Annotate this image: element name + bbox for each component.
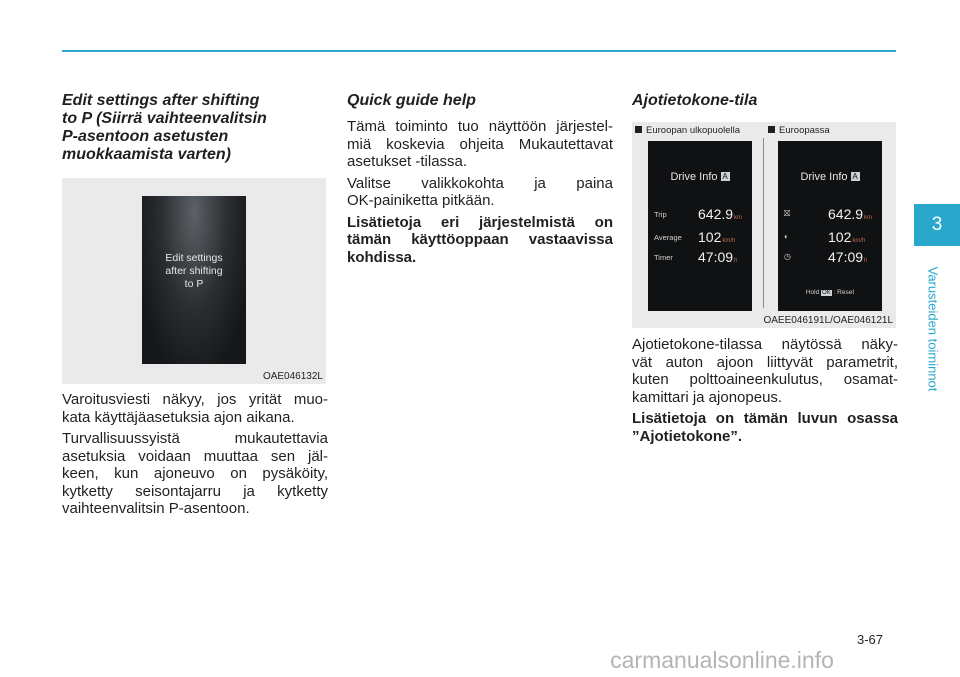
paragraph-bold bbox=[347, 214, 613, 267]
value-text: 47:09 bbox=[698, 249, 734, 265]
hold-ok-reset-hint bbox=[778, 289, 882, 296]
page-number: 3-67 bbox=[857, 632, 884, 647]
unit-text: h bbox=[864, 258, 868, 264]
heading-line: P-asentoon asetusten bbox=[62, 128, 229, 145]
auto-badge: A bbox=[722, 172, 728, 181]
auto-badge: A bbox=[852, 172, 858, 181]
value-text: 102 bbox=[828, 229, 852, 245]
timer-row bbox=[784, 249, 876, 267]
message-line: Edit settings bbox=[165, 252, 223, 264]
unit-text: km bbox=[734, 215, 743, 221]
text-line: kohdissa. bbox=[347, 248, 417, 266]
column-quick-guide bbox=[347, 92, 613, 270]
figure-drive-info bbox=[632, 122, 896, 328]
figure-caption: OAEE046191L/OAE046121L bbox=[763, 315, 893, 326]
display-title-text: Drive Info bbox=[670, 171, 718, 183]
paragraph bbox=[347, 175, 613, 210]
text-line: keen, kun ajoneuvo on pysäköity, bbox=[62, 465, 328, 482]
row-label: Trip bbox=[654, 210, 667, 219]
text-line: ”Ajotietokone”. bbox=[632, 427, 743, 445]
heading-line: to P (Siirrä vaihteenvalitsin bbox=[62, 110, 267, 127]
row-label: Timer bbox=[654, 253, 673, 262]
message-line: to P bbox=[184, 278, 204, 290]
text-line: Varoitusviesti näkyy, jos yrität muo- bbox=[62, 391, 328, 408]
chapter-tab: 3 bbox=[914, 204, 960, 246]
text-line: asetuksia voidaan muuttaa sen jäl- bbox=[62, 447, 328, 465]
text-line: vät auton ajoon liittyvät parametrit, bbox=[632, 353, 898, 371]
reset-text: : Reset bbox=[833, 289, 855, 296]
watermark: carmanualsonline.info bbox=[610, 647, 834, 673]
text-line: Lisätietoja eri järjestelmistä on bbox=[347, 213, 613, 231]
row-value bbox=[698, 206, 742, 222]
heading-line: muokkaamista varten) bbox=[62, 146, 231, 163]
chapter-title-text: Varusteiden toiminnot bbox=[925, 266, 941, 392]
message-line: after shifting bbox=[165, 265, 223, 277]
value-text: 102 bbox=[698, 229, 722, 245]
section-heading-edit-settings bbox=[62, 92, 328, 164]
display-title bbox=[778, 171, 882, 183]
square-bullet-icon bbox=[768, 126, 775, 133]
hold-text: Hold bbox=[805, 289, 820, 296]
unit-text: km bbox=[864, 215, 873, 221]
section-heading-quick-guide bbox=[347, 92, 613, 110]
paragraph-bold bbox=[632, 410, 898, 445]
speedometer-icon: ◐ bbox=[784, 232, 789, 241]
display-title-text: Drive Info bbox=[800, 171, 848, 183]
value-text: 642.9 bbox=[828, 206, 864, 222]
text-line: Tämä toiminto tuo näyttöön järjestel- bbox=[347, 118, 613, 135]
heading-line: Quick guide help bbox=[347, 92, 476, 109]
value-text: 642.9 bbox=[698, 206, 734, 222]
section-heading-trip-computer bbox=[632, 92, 898, 110]
text-line: Ajotietokone-tilassa näytössä näky- bbox=[632, 336, 898, 353]
cluster-screen bbox=[142, 196, 246, 364]
drive-info-display-europe bbox=[778, 141, 882, 311]
row-value bbox=[698, 249, 737, 265]
fuel-pump-icon: ⛝ bbox=[784, 209, 791, 218]
average-row bbox=[654, 229, 746, 247]
unit-text: h bbox=[734, 258, 738, 264]
trip-row bbox=[784, 206, 876, 224]
text-line: asetukset -tilassa. bbox=[347, 153, 468, 170]
drive-info-display-outside-europe bbox=[648, 141, 752, 311]
figure-edit-settings bbox=[62, 178, 326, 384]
ok-key-badge: OK bbox=[822, 290, 831, 296]
row-value bbox=[698, 229, 735, 245]
text-line: kamittari ja ajonopeus. bbox=[632, 388, 783, 406]
figure-divider bbox=[763, 138, 764, 308]
label-outside-europe bbox=[635, 125, 740, 136]
row-value bbox=[828, 206, 872, 222]
text-line: miä koskevia ohjeita Mukautettavat bbox=[347, 135, 613, 153]
text-line: OK-painiketta pitkään. bbox=[347, 192, 495, 209]
text-line: tämän käyttöoppaan vastaavissa bbox=[347, 231, 613, 248]
paragraph bbox=[62, 430, 328, 518]
row-label: Average bbox=[654, 233, 682, 242]
heading-line: Ajotietokone-tila bbox=[632, 92, 758, 109]
row-value bbox=[828, 229, 865, 245]
trip-row bbox=[654, 206, 746, 224]
heading-line: Edit settings after shifting bbox=[62, 92, 260, 109]
text-line: Valitse valikkokohta ja paina bbox=[347, 174, 613, 192]
label-europe bbox=[768, 125, 830, 136]
display-title bbox=[648, 171, 752, 183]
label-text: Euroopassa bbox=[779, 125, 830, 136]
header-rule bbox=[62, 50, 896, 52]
text-line: Lisätietoja on tämän luvun osassa bbox=[632, 410, 898, 427]
paragraph bbox=[347, 118, 613, 171]
unit-text: km/h bbox=[722, 238, 736, 244]
paragraph bbox=[632, 336, 898, 406]
text-line: kytketty seisontajarru ja kytketty bbox=[62, 482, 328, 500]
figure-caption: OAE046132L bbox=[262, 371, 323, 382]
text-line: Turvallisuussyistä mukautettavia bbox=[62, 430, 328, 447]
column-trip-computer bbox=[632, 92, 898, 449]
average-row bbox=[784, 229, 876, 247]
column-edit-settings bbox=[62, 92, 328, 522]
text-line: vaihteenvalitsin P-asentoon. bbox=[62, 500, 250, 517]
unit-text: km/h bbox=[852, 238, 866, 244]
row-value bbox=[828, 249, 867, 265]
text-line: kata käyttäjäasetuksia ajon aikana. bbox=[62, 408, 295, 426]
cluster-message bbox=[142, 252, 246, 291]
text-line: kuten polttoaineenkulutus, osamat- bbox=[632, 371, 898, 388]
timer-row bbox=[654, 249, 746, 267]
value-text: 47:09 bbox=[828, 249, 864, 265]
clock-icon: ◷ bbox=[784, 252, 791, 261]
square-bullet-icon bbox=[635, 126, 642, 133]
paragraph bbox=[62, 391, 328, 426]
chapter-title-vertical bbox=[920, 258, 946, 400]
label-text: Euroopan ulkopuolella bbox=[646, 125, 741, 136]
